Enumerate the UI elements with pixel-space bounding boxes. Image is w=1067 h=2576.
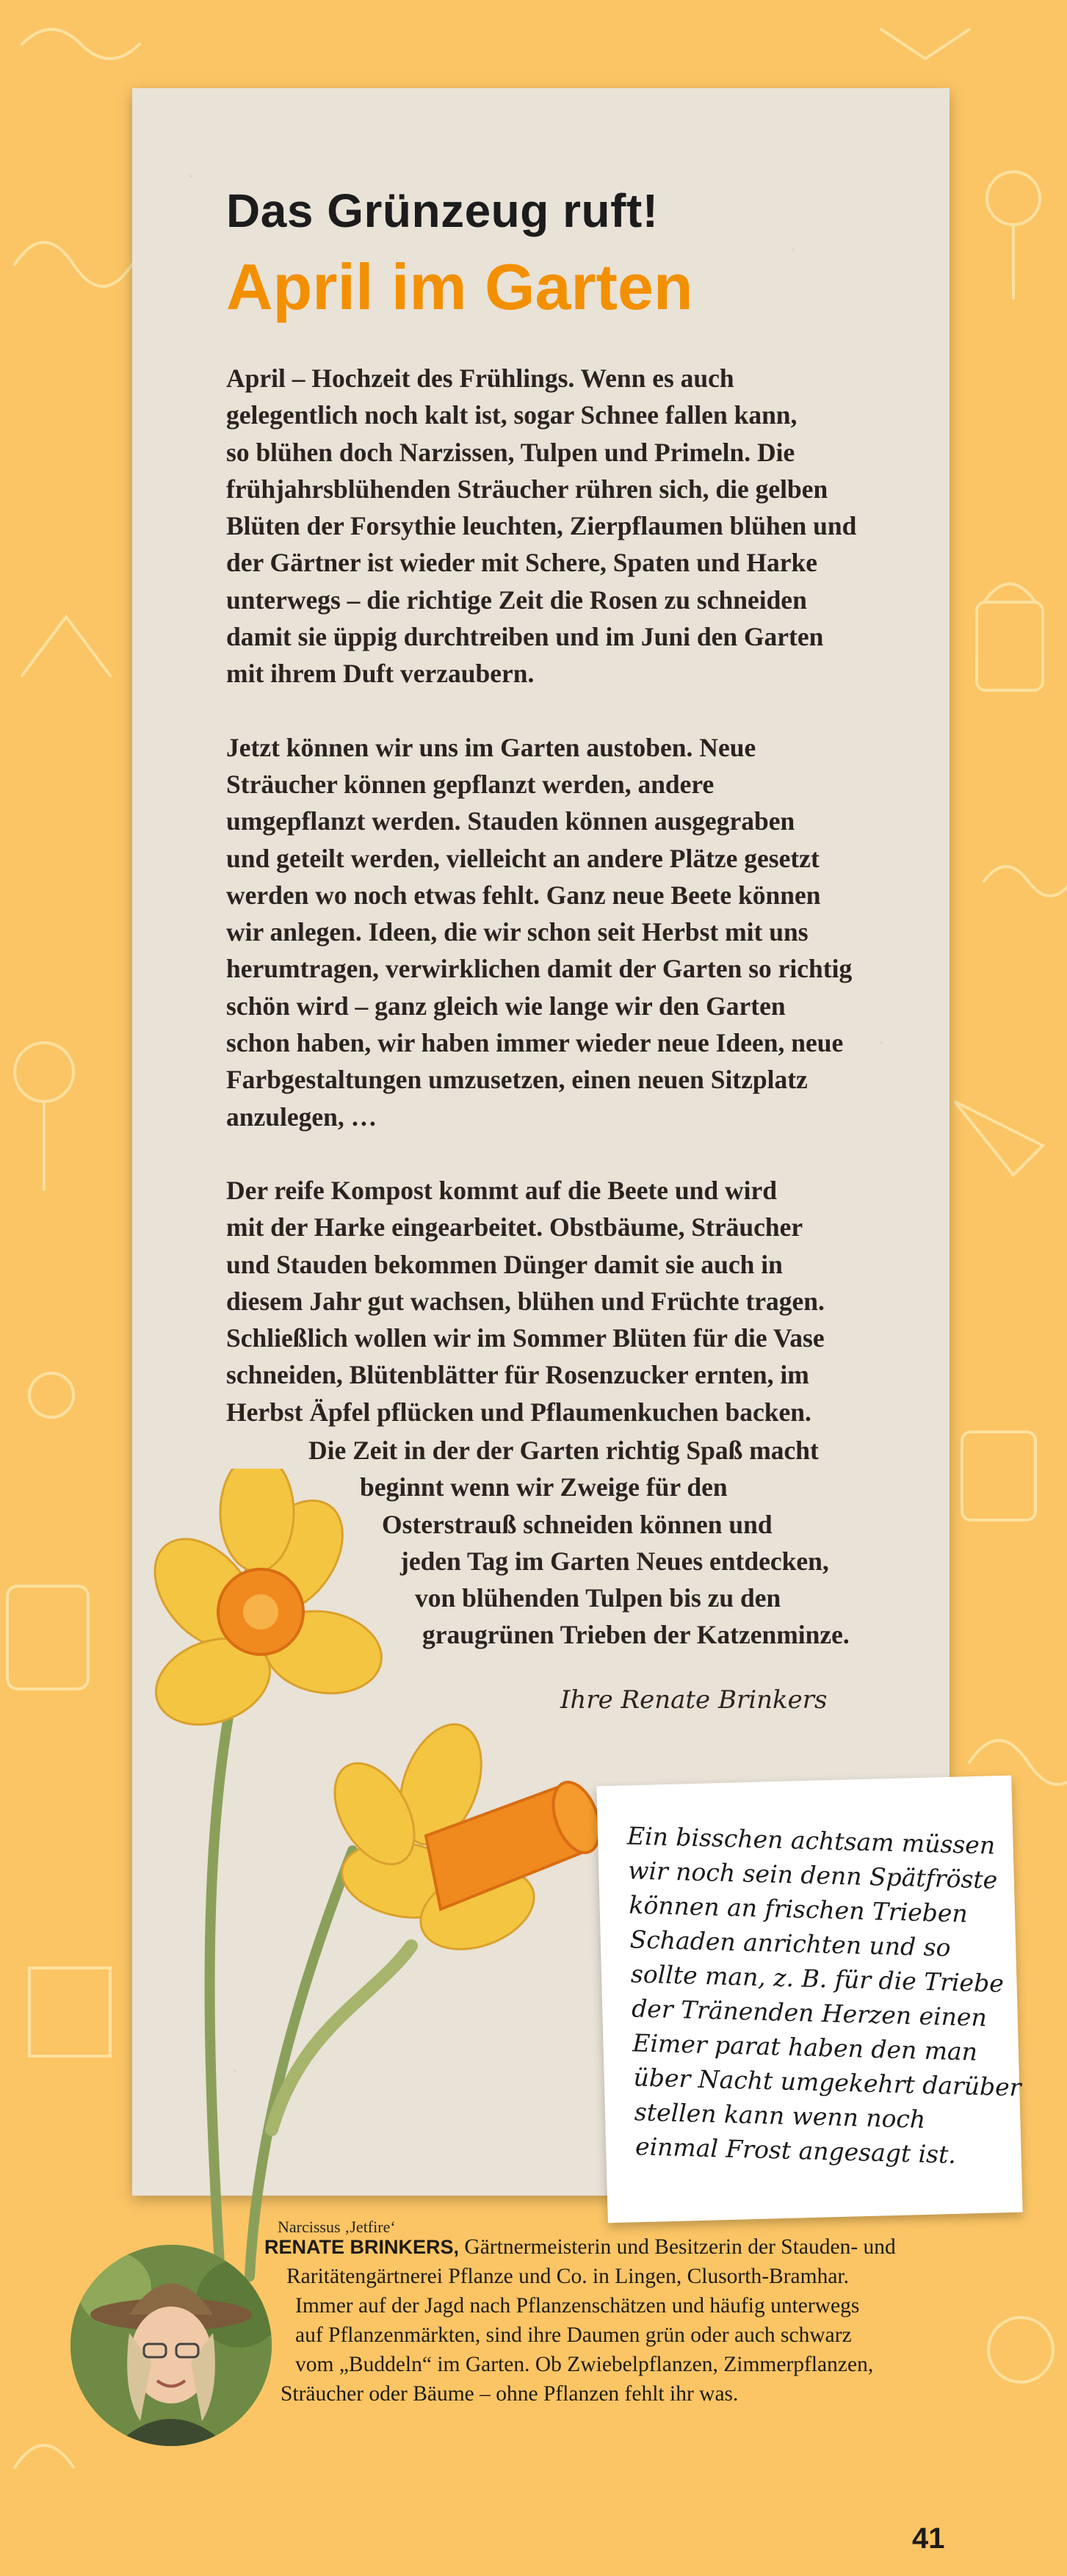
- note-line: Schaden anrichten und so: [629, 1925, 952, 1962]
- text-line: Schließlich wollen wir im Sommer Blüten für die Vase: [226, 1323, 825, 1353]
- bio-line: auf Pflanzenmärkten, sind ihre Daumen grün oder auch schwarz: [295, 2323, 852, 2347]
- text-line: herumtragen, verwirklichen damit der Garten so richtig: [226, 954, 853, 984]
- article-body: [226, 360, 887, 1467]
- text-line: beginnt wenn wir Zweige für den: [360, 1472, 728, 1502]
- shaped-closing-text: [132, 1432, 867, 1654]
- note-line: Eimer parat haben den man: [632, 2028, 978, 2066]
- portrait-icon: [70, 2245, 272, 2446]
- text-line: so blühen doch Narzissen, Tulpen und Primeln. Die: [226, 437, 795, 467]
- paragraph: [226, 1172, 887, 1430]
- text-line: Jetzt können wir uns im Garten austoben. Neue: [226, 732, 756, 762]
- sticky-note: [596, 1776, 1022, 2224]
- text-line: umgepflanzt werden. Stauden können ausgegraben: [226, 806, 795, 836]
- note-line: einmal Frost angesagt ist.: [634, 2132, 957, 2169]
- note-line: über Nacht umgekehrt darüber: [633, 2063, 1021, 2102]
- text-line: Farbgestaltungen umzusetzen, einen neuen Sitzplatz: [226, 1065, 808, 1095]
- bio-line: Immer auf der Jagd nach Pflanzenschätzen und häufig unterwegs: [295, 2294, 860, 2318]
- bio-line: Sträucher oder Bäume – ohne Pflanzen fehlt ihr was.: [281, 2382, 739, 2406]
- text-line: unterwegs – die richtige Zeit die Rosen zu schneiden: [226, 585, 807, 615]
- text-line: schön wird – ganz gleich wie lange wir den Garten: [226, 991, 786, 1021]
- note-line: wir noch sein denn Spätfröste: [627, 1856, 998, 1895]
- bio-text: Gärtnermeisterin und Besitzerin der Stauden- und: [459, 2235, 896, 2259]
- text-line: schneiden, Blütenblätter für Rosenzucker ernten, im: [226, 1360, 809, 1390]
- text-line: schon haben, wir haben immer wieder neue Ideen, neue: [226, 1028, 844, 1058]
- text-line: wir anlegen. Ideen, die wir schon seit Herbst mit uns: [226, 917, 809, 947]
- text-line: von blühenden Tulpen bis zu den: [415, 1583, 781, 1613]
- page-title: April im Garten: [226, 250, 693, 323]
- text-line: damit sie üppig durchtreiben und im Juni den Garten: [226, 622, 824, 652]
- author-bio: [264, 2232, 1028, 2409]
- kicker-headline: Das Grünzeug ruft!: [226, 184, 659, 237]
- text-line: gelegentlich noch kalt ist, sogar Schnee fallen kann,: [226, 400, 797, 430]
- text-line: mit ihrem Duft verzaubern.: [226, 659, 535, 689]
- author-name: RENATE BRINKERS,: [264, 2236, 460, 2258]
- image-caption: Narcissus ‚Jetfire‘: [278, 2218, 396, 2236]
- note-line: stellen kann wenn noch: [634, 2097, 926, 2134]
- text-line: Herbst Äpfel pflücken und Pflaumenkuchen backen.: [226, 1397, 811, 1427]
- text-line: Sträucher können gepflanzt werden, andere: [226, 769, 715, 799]
- text-line: April – Hochzeit des Frühlings. Wenn es auch: [226, 363, 734, 393]
- text-line: Osterstrauß schneiden können und: [382, 1509, 773, 1539]
- author-photo: [70, 2245, 272, 2446]
- text-line: Die Zeit in der der Garten richtig Spaß macht: [308, 1436, 819, 1465]
- text-line: werden wo noch etwas fehlt. Ganz neue Beete können: [226, 880, 821, 910]
- page-number: 41: [912, 2522, 945, 2555]
- bio-line: Raritätengärtnerei Pflanze und Co. in Lingen, Clusorth-Bramhar.: [286, 2265, 849, 2288]
- text-line: anzulegen, …: [226, 1101, 377, 1132]
- text-line: frühjahrsblühenden Sträucher rühren sich, die gelben: [226, 474, 828, 504]
- text-line: und Stauden bekommen Dünger damit sie auch in: [226, 1249, 783, 1279]
- bio-line: [264, 2232, 1028, 2262]
- text-line: und geteilt werden, vielleicht an andere Plätze gesetzt: [226, 843, 820, 873]
- text-line: graugrünen Trieben der Katzenminze.: [422, 1620, 850, 1650]
- paragraph: [226, 729, 887, 1135]
- text-line: diesem Jahr gut wachsen, blühen und Früchte tragen.: [226, 1286, 825, 1316]
- note-line: der Tränenden Herzen einen: [631, 1994, 988, 2033]
- text-line: Blüten der Forsythie leuchten, Zierpflaumen blühen und: [226, 511, 857, 541]
- signature: Ihre Renate Brinkers: [560, 1685, 828, 1715]
- bio-line: vom „Buddeln“ im Garten. Ob Zwiebelpflanzen, Zimmerpflanzen,: [295, 2353, 874, 2376]
- note-line: Ein bisschen achtsam müssen: [626, 1821, 996, 1860]
- note-line: können an frischen Trieben: [629, 1890, 969, 1928]
- note-text: [626, 1809, 1021, 2169]
- text-line: mit der Harke eingearbeitet. Obstbäume, Sträucher: [226, 1212, 803, 1242]
- text-line: jeden Tag im Garten Neues entdecken,: [400, 1546, 829, 1576]
- text-line: Der reife Kompost kommt auf die Beete und wird: [226, 1175, 778, 1205]
- text-line: der Gärtner ist wieder mit Schere, Spaten und Harke: [226, 548, 817, 578]
- note-line: sollte man, z. B. für die Triebe: [630, 1959, 1005, 1998]
- paragraph: [226, 360, 887, 692]
